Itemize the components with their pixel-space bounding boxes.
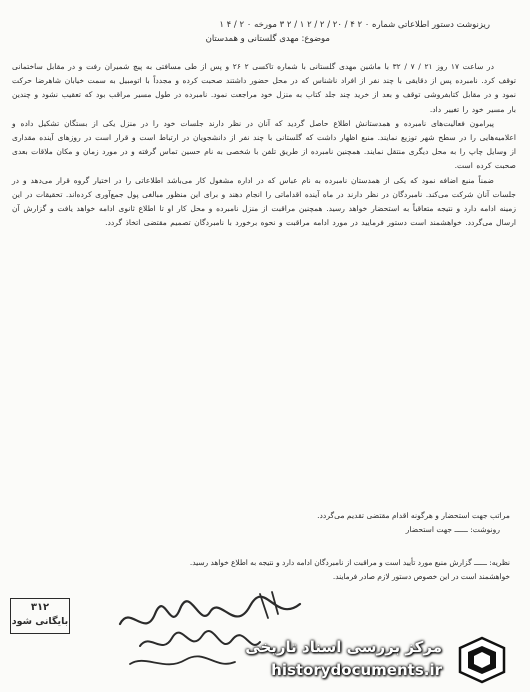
archive-logo-icon — [452, 634, 512, 684]
footnote-line-2: خواهشمند است در این خصوص دستور لازم صادر فرمایند. — [332, 572, 510, 581]
header-reference-line: ریزنوشت دستور اطلاعاتی شماره ۰ ۲ ۴ / ۲۰ / ۲ / ۲ ۱ / ۲ ۳ مورخه ۰ ۲ / ۴ ۱ — [219, 20, 490, 30]
body-paragraph-2: پیرامون فعالیت‌های نامبرده و همدستانش اطلاع حاصل گردید که آنان در نظر دارند جلسات خود را در منزل یکی از بستگان تشکیل داده و اعلامیه‌هایی را در سطح شهر توزیع نمایند. منبع اظهار داشت که گلستانی با چند نفر از دانشجویان در ارتباط است و قرار است در روزهای آینده مقداری از وسایل چاپ را به محل دیگری منتقل نمایند. همچنین نامبرده از طریق تلفن با شخصی به نام حسین تماس گرفته و در مورد زمان و مکان ملاقات بعدی صحبت کرده است. — [12, 118, 516, 171]
watermark — [192, 634, 522, 686]
watermark-url: historydocuments.ir — [271, 661, 442, 679]
archive-stamp — [10, 598, 70, 634]
document-footnote — [20, 556, 510, 584]
closing-line-1: مراتب جهت استحضار و هرگونه اقدام مقتضی تقدیم می‌گردد. — [317, 511, 510, 520]
body-paragraph-3: ضمناً منبع اضافه نمود که یکی از همدستان نامبرده به نام عباس که در اداره مشغول کار می‌باشد اطلاعاتی را در اختیار گروه قرار می‌دهد و در جلسات آنان شرکت می‌کند. نامبردگان در نظر دارند در ماه آینده اقداماتی را انجام دهند و برای این منظور مبالغی پول جمع‌آوری کرده‌اند. تحقیقات در این زمینه ادامه دارد و نتیجه متعاقباً به استحضار خواهد رسید. همچنین مراقبت از منزل نامبرده و محل کار او تا اطلاع ثانوی ادامه خواهد یافت و گزارش آن ارسال می‌گردد. خواهشمند است دستور فرمایید در مورد ادامه مراقبت و نحوه برخورد با نامبردگان تصمیم مقتضی اتخاذ گردد. — [12, 175, 516, 228]
footnote-line-1: نظریه: ــــــ گزارش منبع مورد تأیید است و مراقبت از نامبردگان ادامه دارد و نتیجه به اطلاع خواهد رسید. — [189, 558, 510, 567]
archive-label: بایگانی شود — [11, 616, 69, 627]
watermark-title: مرکز بررسی اسناد تاریخی — [245, 638, 442, 656]
header-subject-line: موضوع: مهدی گلستانی و همدستان — [205, 34, 330, 44]
body-paragraph-1: در ساعت ۱۷ روز ۲۱ / ۷ / ۳۲ با ماشین مهدی گلستانی با شماره تاکسی ۲ ۲۶ و پس از طی مسافتی به پیچ شمیران رفت و در مقابل ساختمانی توقف کرد. نامبرده پس از دقایقی با چند نفر از افراد ناشناس که در محل حضور داشتند صحبت کرده و مجدداً با اتومبیل به سمت خیابان شاهرضا حرکت نمود و در مقابل کتابفروشی توقف و بعد از خرید چند جلد کتاب به منزل خود مراجعت نمود. نامبرده در طول مسیر مراقب بود که تعقیب نشود و چندین بار مسیر خود را تغییر داد. — [12, 62, 516, 114]
document-closing — [20, 509, 510, 537]
document-body — [12, 60, 516, 230]
archive-number: ۳۱۲ — [30, 602, 50, 613]
closing-line-2: رونوشت: ــــــ جهت استحضار — [405, 525, 500, 534]
document-header — [20, 18, 490, 46]
